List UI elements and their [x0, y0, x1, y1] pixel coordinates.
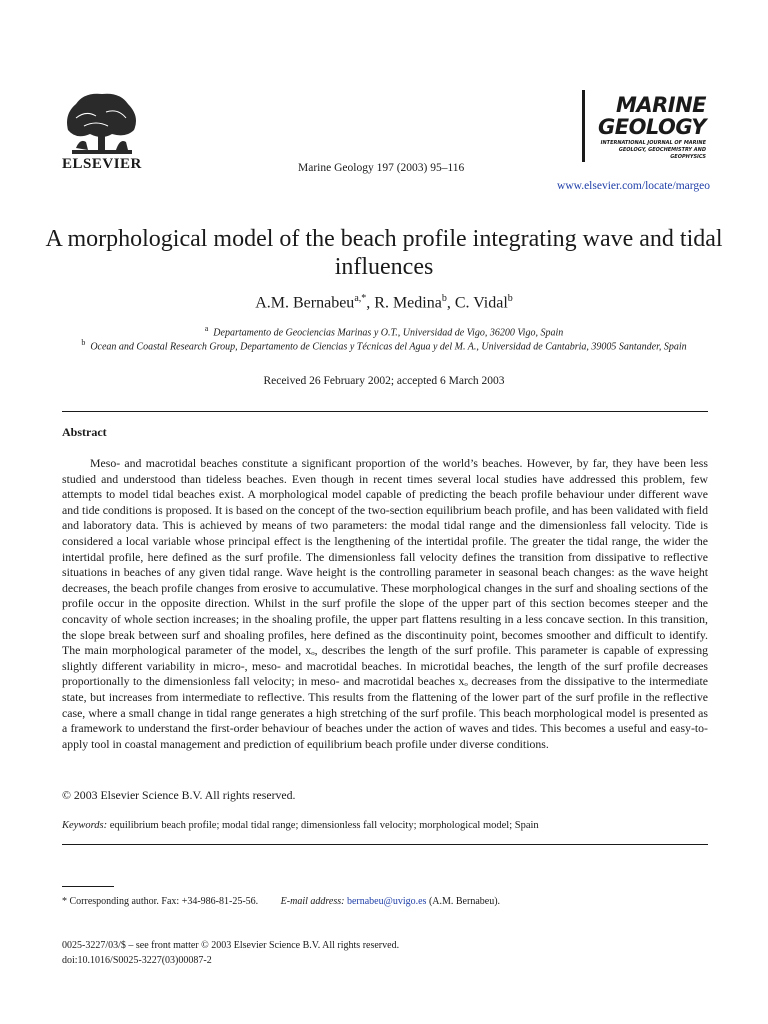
elsevier-logo — [62, 90, 140, 176]
journal-title — [598, 94, 706, 138]
affiliation-marker: b — [81, 338, 86, 347]
article-title: A morphological model of the beach profile integrating wave and tidal influences — [45, 226, 723, 280]
affiliation-text: Ocean and Coastal Research Group, Departamento de Ciencias y Técnicas del Agua y del M. A., Universidad de Cantabria, 39005 Santander, Spain — [90, 341, 687, 353]
email-suffix: (A.M. Bernabeu). — [428, 896, 501, 907]
publisher-name: ELSEVIER — [62, 156, 142, 172]
journal-title-line1: MARINE — [615, 93, 706, 117]
author-name: A.M. Bernabeu — [255, 294, 355, 312]
affiliation-marker: a — [204, 324, 209, 333]
journal-url-link[interactable]: www.elsevier.com/locate/margeo — [557, 180, 710, 192]
tree-icon — [62, 90, 140, 156]
email-label: E-mail address: — [280, 896, 345, 907]
author-name: C. Vidal — [454, 294, 508, 312]
author-separator: , — [366, 294, 375, 312]
author-list — [40, 293, 728, 312]
copyright-notice: © 2003 Elsevier Science B.V. All rights reserved. — [62, 788, 296, 802]
affiliation-b — [72, 336, 696, 354]
divider — [62, 844, 708, 845]
abstract-body: Meso- and macrotidal beaches constitute a significant proportion of the world’s beaches. However, by far, they have been less studied and understood than tideless beaches. Even though in recent times several local studies have addressed this problem, few attempts to model tidal beaches exist. A morphological model capable of predicting the beach profile behaviour under different wave and tide conditions is proposed. It is based on the concept of the two-section equilibrium beach profile, and has been validated with field and laboratory data. This is achieved by means of two parameters: the modal tidal range and the dimensionless fall velocity. Tide is considered a local variable whose principal effect is the lengthening of the intertidal profile. The greater the tidal range, the wider the intertidal profile, here defined as the surf profile. The dimensionless fall velocity defines the transition from dissipative to reflective situations in beaches of any given tidal range. Wave height is the controlling parameter in seasonal beach changes: as the wave height decreases, the beach profile changes from erosive to accumulative. These morphological changes in the surf and shoaling sections of the profile occur in the opposite direction. Whilst in the surf profile the slope of the upper part of this section becomes steeper and the concavity of whole section increases; in the shoaling profile, the upper part flattens resulting in a less concave section. In this transition, the slope break between surf and shoaling profiles, here defined as the discontinuity point, becomes smoother and difficult to identify. The main morphological parameter of the model, xₒ, describes the length of the surf profile. This parameter is capable of expressing slightly different variability in micro-, meso- and macrotidal beaches. In microtidal beaches, the length of the surf profile decreases proportionally to the dimensionless fall velocity; in meso- and macrotidal beaches xₒ decreases from the dissipative to the intermediate state, but increases from intermediate to reflective. This results from the flattening of the lower part of the surf profile in the reflective case, where a small change in tidal range generates a high stretching of the surf profile. This beach morphological model is presented as a framework to understand the first-order behaviour of beaches under the action of waves and tides. This becomes a useful and easy-to-apply tool in coastal management and prediction of equilibrium beach profile under diverse conditions. — [62, 456, 708, 751]
author-separator: , — [446, 294, 455, 312]
journal-citation: Marine Geology 197 (2003) 95–116 — [298, 162, 465, 174]
journal-logo-bar — [582, 90, 585, 162]
journal-subtitle: INTERNATIONAL JOURNAL OF MARINE GEOLOGY, GEOCHEMISTRY AND GEOPHYSICS — [600, 140, 706, 160]
corresponding-author-text: * Corresponding author. Fax: +34-986-81-25-56. — [62, 896, 259, 907]
author-name: R. Medina — [374, 294, 442, 312]
email-link[interactable]: bernabeu@uvigo.es — [346, 896, 427, 907]
keywords-label: Keywords: — [62, 820, 108, 831]
doi: doi:10.1016/S0025-3227(03)00087-2 — [62, 955, 212, 966]
author-affiliation-marker: a,* — [354, 293, 367, 304]
front-matter-notice: 0025-3227/03/$ – see front matter © 2003 Elsevier Science B.V. All rights reserved. — [62, 940, 400, 951]
author-affiliation-marker: b — [441, 293, 447, 304]
keywords — [62, 820, 539, 831]
affiliation-text: Departamento de Geociencias Marinas y O.T., Universidad de Vigo, 36200 Vigo, Spain — [213, 327, 564, 339]
author-affiliation-marker: b — [507, 293, 513, 304]
abstract-heading: Abstract — [62, 425, 107, 439]
journal-title-line2: GEOLOGY — [597, 115, 706, 139]
received-dates: Received 26 February 2002; accepted 6 March 2003 — [263, 375, 505, 387]
footnote-rule — [62, 886, 114, 887]
keywords-text: equilibrium beach profile; modal tidal range; dimensionless fall velocity; morphological model; Spain — [109, 820, 539, 831]
corresponding-author-footnote — [62, 896, 500, 907]
journal-logo — [582, 90, 710, 170]
divider — [62, 411, 708, 412]
